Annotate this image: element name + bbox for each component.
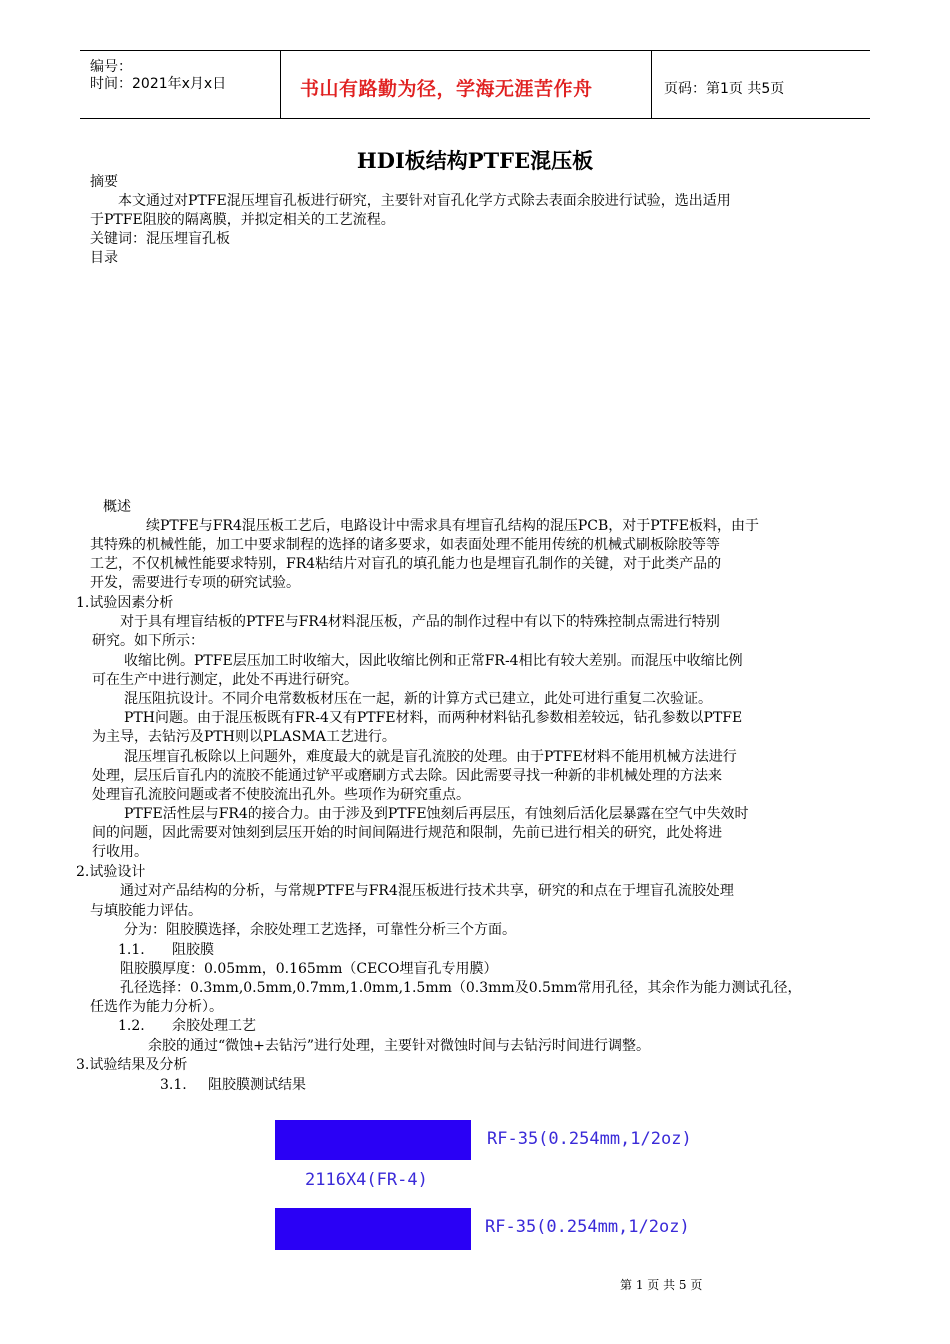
page-footer: 第 1 页 共 5 页 bbox=[620, 1278, 703, 1292]
header-divider-left bbox=[280, 50, 281, 118]
subsection-1-1-number: 1.1. bbox=[118, 942, 145, 958]
section-1-p1a: 对于具有埋盲结板的PTFE与FR4材料混压板，产品的制作过程中有以下的特殊控制点需进行特别 bbox=[120, 614, 720, 630]
subsection-1-2-line-1: 余胶的通过“微蚀+去钻污”进行处理，主要针对微蚀时间与去钻污时间进行调整。 bbox=[148, 1038, 651, 1054]
abstract-line-2: 于PTFE阻胶的隔离膜，并拟定相关的工艺流程。 bbox=[90, 212, 395, 228]
section-1-heading: 1.试验因素分析 bbox=[76, 595, 174, 611]
fr4-core-label: 2116X4(FR-4) bbox=[305, 1170, 428, 1190]
header-bottom-rule bbox=[80, 118, 870, 119]
subsection-1-1-line-2: 孔径选择：0.3mm,0.5mm,0.7mm,1.0mm,1.5mm（0.3mm及0.5mm常用孔径，其余作为能力测试孔径， bbox=[120, 980, 802, 996]
overview-line-1: 续PTFE与FR4混压板工艺后，电路设计中需求具有埋盲孔结构的混压PCB，对于PTFE板料，由于 bbox=[146, 518, 759, 534]
header-motto: 书山有路勤为径，学海无涯苦作舟 bbox=[300, 78, 593, 100]
header-page-info: 页码：第1页 共5页 bbox=[664, 81, 785, 97]
subsection-1-1-line-3: 任选作为能力分析）。 bbox=[90, 999, 223, 1015]
rf35-bottom-layer-label: RF-35(0.254mm,1/2oz) bbox=[485, 1217, 690, 1237]
header-divider-right bbox=[651, 50, 652, 118]
section-1-p6a: PTFE活性层与FR4的接合力。由于涉及到PTFE蚀刻后再层压，有蚀刻后活化层暴露在空气中失效时 bbox=[124, 806, 749, 822]
section-2-p2: 分为：阻胶膜选择，余胶处理工艺选择，可靠性分析三个方面。 bbox=[124, 922, 516, 938]
header-top-rule bbox=[80, 50, 870, 51]
section-1-p6b: 间的问题，因此需要对蚀刻到层压开始的时间间隔进行规范和限制，先前已进行相关的研究，此处将进 bbox=[92, 825, 722, 841]
section-1-p5b: 处理，层压后盲孔内的流胶不能通过铲平或磨刷方式去除。因此需要寻找一种新的非机械处理的方法来 bbox=[92, 768, 722, 784]
abstract-line-1: 本文通过对PTFE混压埋盲孔板进行研究，主要针对盲孔化学方式除去表面余胶进行试验，选出适用 bbox=[118, 193, 731, 209]
subsection-3-1-title: 阻胶膜测试结果 bbox=[208, 1077, 306, 1093]
section-3-heading: 3.试验结果及分析 bbox=[76, 1057, 188, 1073]
section-1-p4b: 为主导，去钻污及PTH则以PLASMA工艺进行。 bbox=[92, 729, 396, 745]
header-number-label: 编号： bbox=[90, 59, 132, 75]
section-1-p6c: 行收用。 bbox=[92, 844, 148, 860]
rf35-top-layer-label: RF-35(0.254mm,1/2oz) bbox=[487, 1129, 692, 1149]
section-1-p3: 混压阻抗设计。不同介电常数板材压在一起，新的计算方式已建立，此处可进行重复二次验证。 bbox=[124, 691, 712, 707]
rf35-bottom-layer-bar bbox=[275, 1208, 471, 1250]
subsection-1-1-title: 阻胶膜 bbox=[172, 942, 214, 958]
header-time-label: 时间：2021年x月x日 bbox=[90, 76, 227, 92]
overview-line-4: 开发，需要进行专项的研究试验。 bbox=[90, 575, 300, 591]
keywords: 关键词：混压埋盲孔板 bbox=[90, 231, 230, 247]
section-2-p1b: 与填胶能力评估。 bbox=[90, 903, 202, 919]
section-1-p5a: 混压埋盲孔板除以上问题外，难度最大的就是盲孔流胶的处理。由于PTFE材料不能用机械方法进行 bbox=[124, 749, 737, 765]
subsection-1-2-title: 余胶处理工艺 bbox=[172, 1018, 256, 1034]
subsection-3-1-number: 3.1. bbox=[160, 1077, 187, 1093]
section-1-p4a: PTH问题。由于混压板既有FR-4又有PTFE材料，而两种材料钻孔参数相差较远，钻孔参数以PTFE bbox=[124, 710, 743, 726]
rf35-top-layer-bar bbox=[275, 1120, 471, 1160]
abstract-heading: 摘要 bbox=[90, 174, 118, 190]
subsection-1-1-line-1: 阻胶膜厚度：0.05mm，0.165mm（CECO埋盲孔专用膜） bbox=[120, 961, 498, 977]
subsection-1-2-number: 1.2. bbox=[118, 1018, 145, 1034]
overview-line-2: 其特殊的机械性能，加工中要求制程的选择的诸多要求，如表面处理不能用传统的机械式刷板除胶等等 bbox=[90, 537, 720, 553]
section-1-p1b: 研究。如下所示： bbox=[92, 633, 204, 649]
section-1-p2a: 收缩比例。PTFE层压加工时收缩大，因此收缩比例和正常FR-4相比有较大差别。而混压中收缩比例 bbox=[124, 653, 743, 669]
overview-line-3: 工艺，不仅机械性能要求特别，FR4粘结片对盲孔的填孔能力也是埋盲孔制作的关键，对于此类产品的 bbox=[90, 556, 722, 572]
section-2-p1a: 通过对产品结构的分析，与常规PTFE与FR4混压板进行技术共享，研究的和点在于埋盲孔流胶处理 bbox=[120, 883, 734, 899]
toc-heading: 目录 bbox=[90, 250, 118, 266]
section-1-p5c: 处理盲孔流胶问题或者不使胶流出孔外。些项作为研究重点。 bbox=[92, 787, 470, 803]
overview-heading: 概述 bbox=[103, 499, 131, 515]
document-title: HDI板结构PTFE混压板 bbox=[356, 148, 594, 173]
section-2-heading: 2.试验设计 bbox=[76, 864, 146, 880]
section-1-p2b: 可在生产中进行测定，此处不再进行研究。 bbox=[92, 672, 358, 688]
